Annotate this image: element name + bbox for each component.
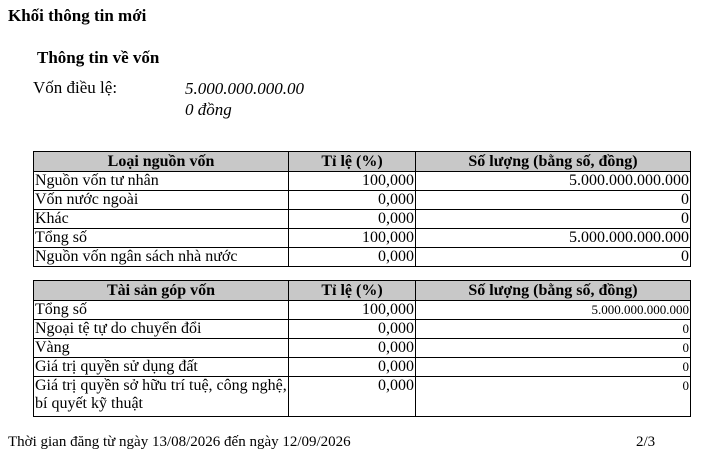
charter-capital-value-line1: 5.000.000.000.00 xyxy=(185,79,304,98)
header-asset-type: Tài sản góp vốn xyxy=(34,281,289,301)
table-header-row xyxy=(34,281,691,301)
registration-period: Thời gian đăng từ ngày 13/08/2026 đến ngày 12/09/2026 xyxy=(8,434,351,450)
row-name: Giá trị quyền sử dụng đất xyxy=(34,358,289,377)
row-amount: 5.000.000.000.000 xyxy=(416,301,691,320)
table-row xyxy=(34,377,691,417)
row-amount: 0 xyxy=(416,191,691,210)
row-name: Tổng số xyxy=(34,301,289,320)
row-amount: 0 xyxy=(416,210,691,229)
table-row xyxy=(34,229,691,248)
charter-capital-label: Vốn điều lệ: xyxy=(33,78,118,97)
row-name: Vàng xyxy=(34,339,289,358)
row-ratio: 0,000 xyxy=(289,320,416,339)
table-row xyxy=(34,320,691,339)
header-amount: Số lượng (bằng số, đồng) xyxy=(416,281,691,301)
header-ratio: Tỉ lệ (%) xyxy=(289,152,416,172)
header-source-type: Loại nguồn vốn xyxy=(34,152,289,172)
row-ratio: 0,000 xyxy=(289,191,416,210)
row-ratio: 0,000 xyxy=(289,358,416,377)
row-amount: 0 xyxy=(416,358,691,377)
row-name: Nguồn vốn tư nhân xyxy=(34,172,289,191)
row-amount: 5.000.000.000.000 xyxy=(416,172,691,191)
table-row xyxy=(34,191,691,210)
row-name: Vốn nước ngoài xyxy=(34,191,289,210)
table-row xyxy=(34,172,691,191)
row-amount: 0 xyxy=(416,377,691,417)
header-ratio: Tỉ lệ (%) xyxy=(289,281,416,301)
charter-capital-value xyxy=(185,78,304,120)
row-ratio: 0,000 xyxy=(289,248,416,267)
row-amount: 5.000.000.000.000 xyxy=(416,229,691,248)
table-row xyxy=(34,301,691,320)
page-number: 2/3 xyxy=(636,434,656,450)
block-title: Khối thông tin mới xyxy=(8,6,147,25)
table-header-row xyxy=(34,152,691,172)
charter-capital-value-line2: 0 đồng xyxy=(185,100,232,119)
row-ratio: 100,000 xyxy=(289,229,416,248)
row-name: Ngoại tệ tự do chuyển đổi xyxy=(34,320,289,339)
table-row xyxy=(34,358,691,377)
row-ratio: 100,000 xyxy=(289,301,416,320)
row-name: Giá trị quyền sở hữu trí tuệ, công nghệ, bí quyết kỹ thuật xyxy=(34,377,289,417)
contributed-assets-table xyxy=(33,280,691,417)
row-ratio: 0,000 xyxy=(289,210,416,229)
row-ratio: 0,000 xyxy=(289,339,416,358)
row-ratio: 100,000 xyxy=(289,172,416,191)
row-ratio: 0,000 xyxy=(289,377,416,417)
capital-sources-table xyxy=(33,151,691,267)
table-row xyxy=(34,210,691,229)
table-row xyxy=(34,339,691,358)
row-amount: 0 xyxy=(416,248,691,267)
header-amount: Số lượng (bằng số, đồng) xyxy=(416,152,691,172)
table-row xyxy=(34,248,691,267)
row-name: Nguồn vốn ngân sách nhà nước xyxy=(34,248,289,267)
row-amount: 0 xyxy=(416,339,691,358)
section-title: Thông tin về vốn xyxy=(37,48,160,67)
row-name: Khác xyxy=(34,210,289,229)
row-name: Tổng số xyxy=(34,229,289,248)
row-amount: 0 xyxy=(416,320,691,339)
